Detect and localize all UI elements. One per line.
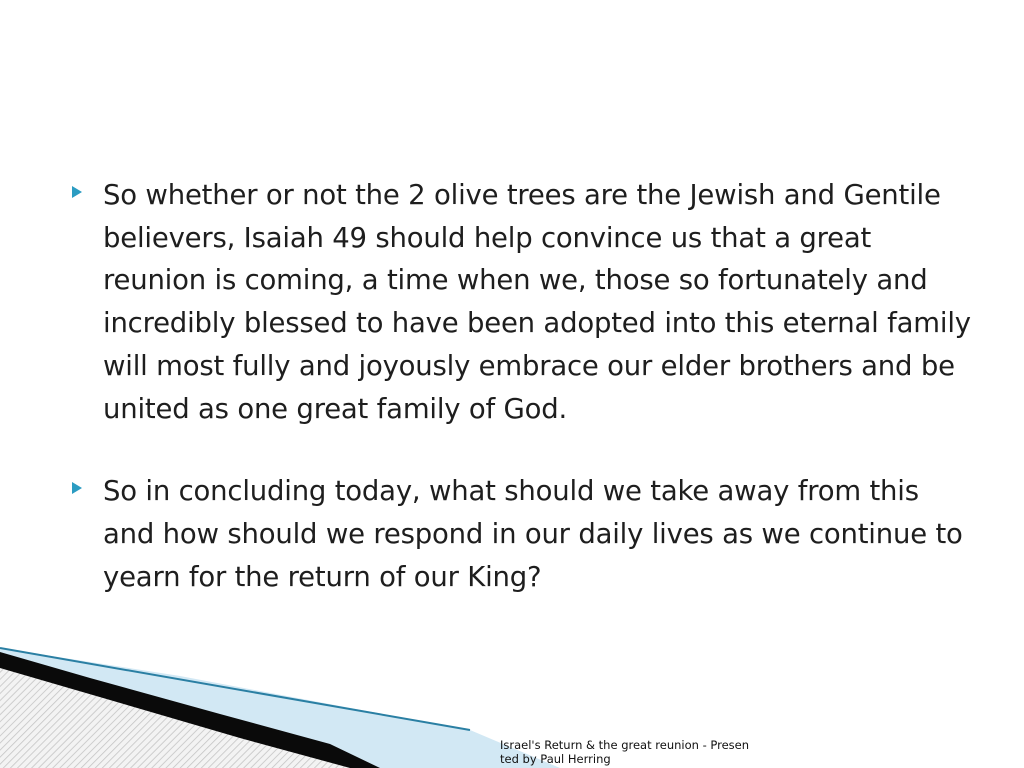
triangle-right-icon xyxy=(72,186,82,198)
bullet-text: So in concluding today, what should we take away from this and how should we respond in our daily lives as we continue to yearn for the return of our King? xyxy=(103,475,963,593)
bullet-item xyxy=(72,470,972,598)
slide-body xyxy=(72,174,972,598)
slide-footer: Israel's Return & the great reunion - Presented by Paul Herring xyxy=(500,738,750,766)
bullet-text: So whether or not the 2 olive trees are the Jewish and Gentile believers, Isaiah 49 should help convince us that a great reunion is coming, a time when we, those so fortunately and incredibly blessed to have been adopted into this eternal family will most fully and joyously embrace our elder brothers and be united as one great family of God. xyxy=(103,179,971,425)
triangle-right-icon xyxy=(72,482,82,494)
bullet-item xyxy=(72,174,972,430)
